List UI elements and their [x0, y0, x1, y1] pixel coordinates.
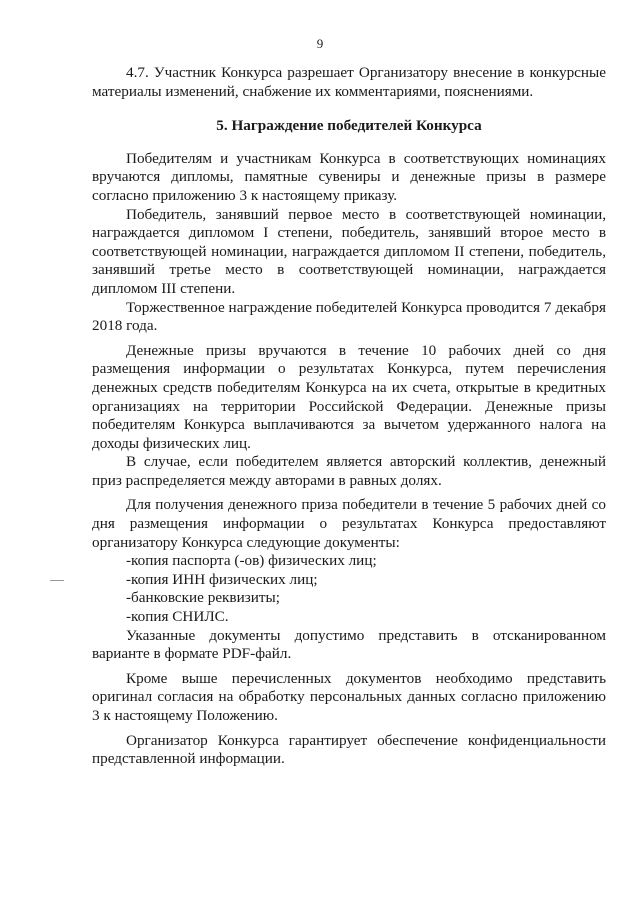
list-item: -копия ИНН физических лиц; — [126, 570, 318, 588]
paragraph-ceremony-date: Торжественное награждение победителей Конкурса проводится 7 декабря 2018 года. — [92, 298, 606, 335]
paragraph-collective-authors: В случае, если победителем является авторский коллектив, денежный приз распределяется между авторами в равных долях. — [92, 453, 606, 489]
paragraph-confidentiality: Организатор Конкурса гарантирует обеспечение конфиденциальности представленной информации. — [92, 731, 606, 768]
paragraph-prize-payment: Денежные призы вручаются в течение 10 рабочих дней со дня размещения информации о результатах Конкурса, путем перечисления денежных средств победителям Конкурса на их счета, открытые в кредитных организациях на территории Российской Федерации. Денежные призы победителям Конкурса выплачиваются за вычетом удержанного налога на доходы физических лиц. — [92, 341, 606, 452]
document-body — [92, 64, 606, 769]
paragraph-diplomas: Победитель, занявший первое место в соответствующей номинации, награждается дипломом I степени, победитель, занявший второе место в соответствующей номинации, награждается дипломом II степени, победитель, занявший третье место в соответствующей номинации, награждается дипломом III степени. — [92, 205, 606, 297]
scan-artifact — [50, 580, 64, 581]
list-item: -банковские реквизиты; — [126, 589, 280, 607]
documents-list — [92, 552, 606, 626]
paragraph-consent-original: Кроме выше перечисленных документов необходимо представить оригинал согласия на обработку персональных данных согласно приложению 3 к настоящему Положению. — [92, 669, 606, 724]
paragraph-pdf-format: Указанные документы допустимо представить в отсканированном варианте в формате PDF-файл. — [92, 626, 606, 663]
paragraph-required-documents: Для получения денежного приза победители в течение 5 рабочих дней со дня размещения информации о результатах Конкурса предоставляют организатору Конкурса следующие документы: — [92, 496, 606, 551]
section-heading: 5. Награждение победителей Конкурса — [216, 117, 482, 135]
page-number: 9 — [316, 36, 324, 51]
clause-4-7: 4.7. Участник Конкурса разрешает Организатору внесение в конкурсные материалы изменений, снабжение их комментариями, пояснениями. — [92, 64, 606, 100]
list-item: -копия паспорта (-ов) физических лиц; — [126, 552, 377, 570]
list-item: -копия СНИЛС. — [126, 608, 229, 626]
paragraph-awards: Победителям и участникам Конкурса в соответствующих номинациях вручаются дипломы, памятные сувениры и денежные призы в размере согласно приложению 3 к настоящему приказу. — [92, 149, 606, 204]
